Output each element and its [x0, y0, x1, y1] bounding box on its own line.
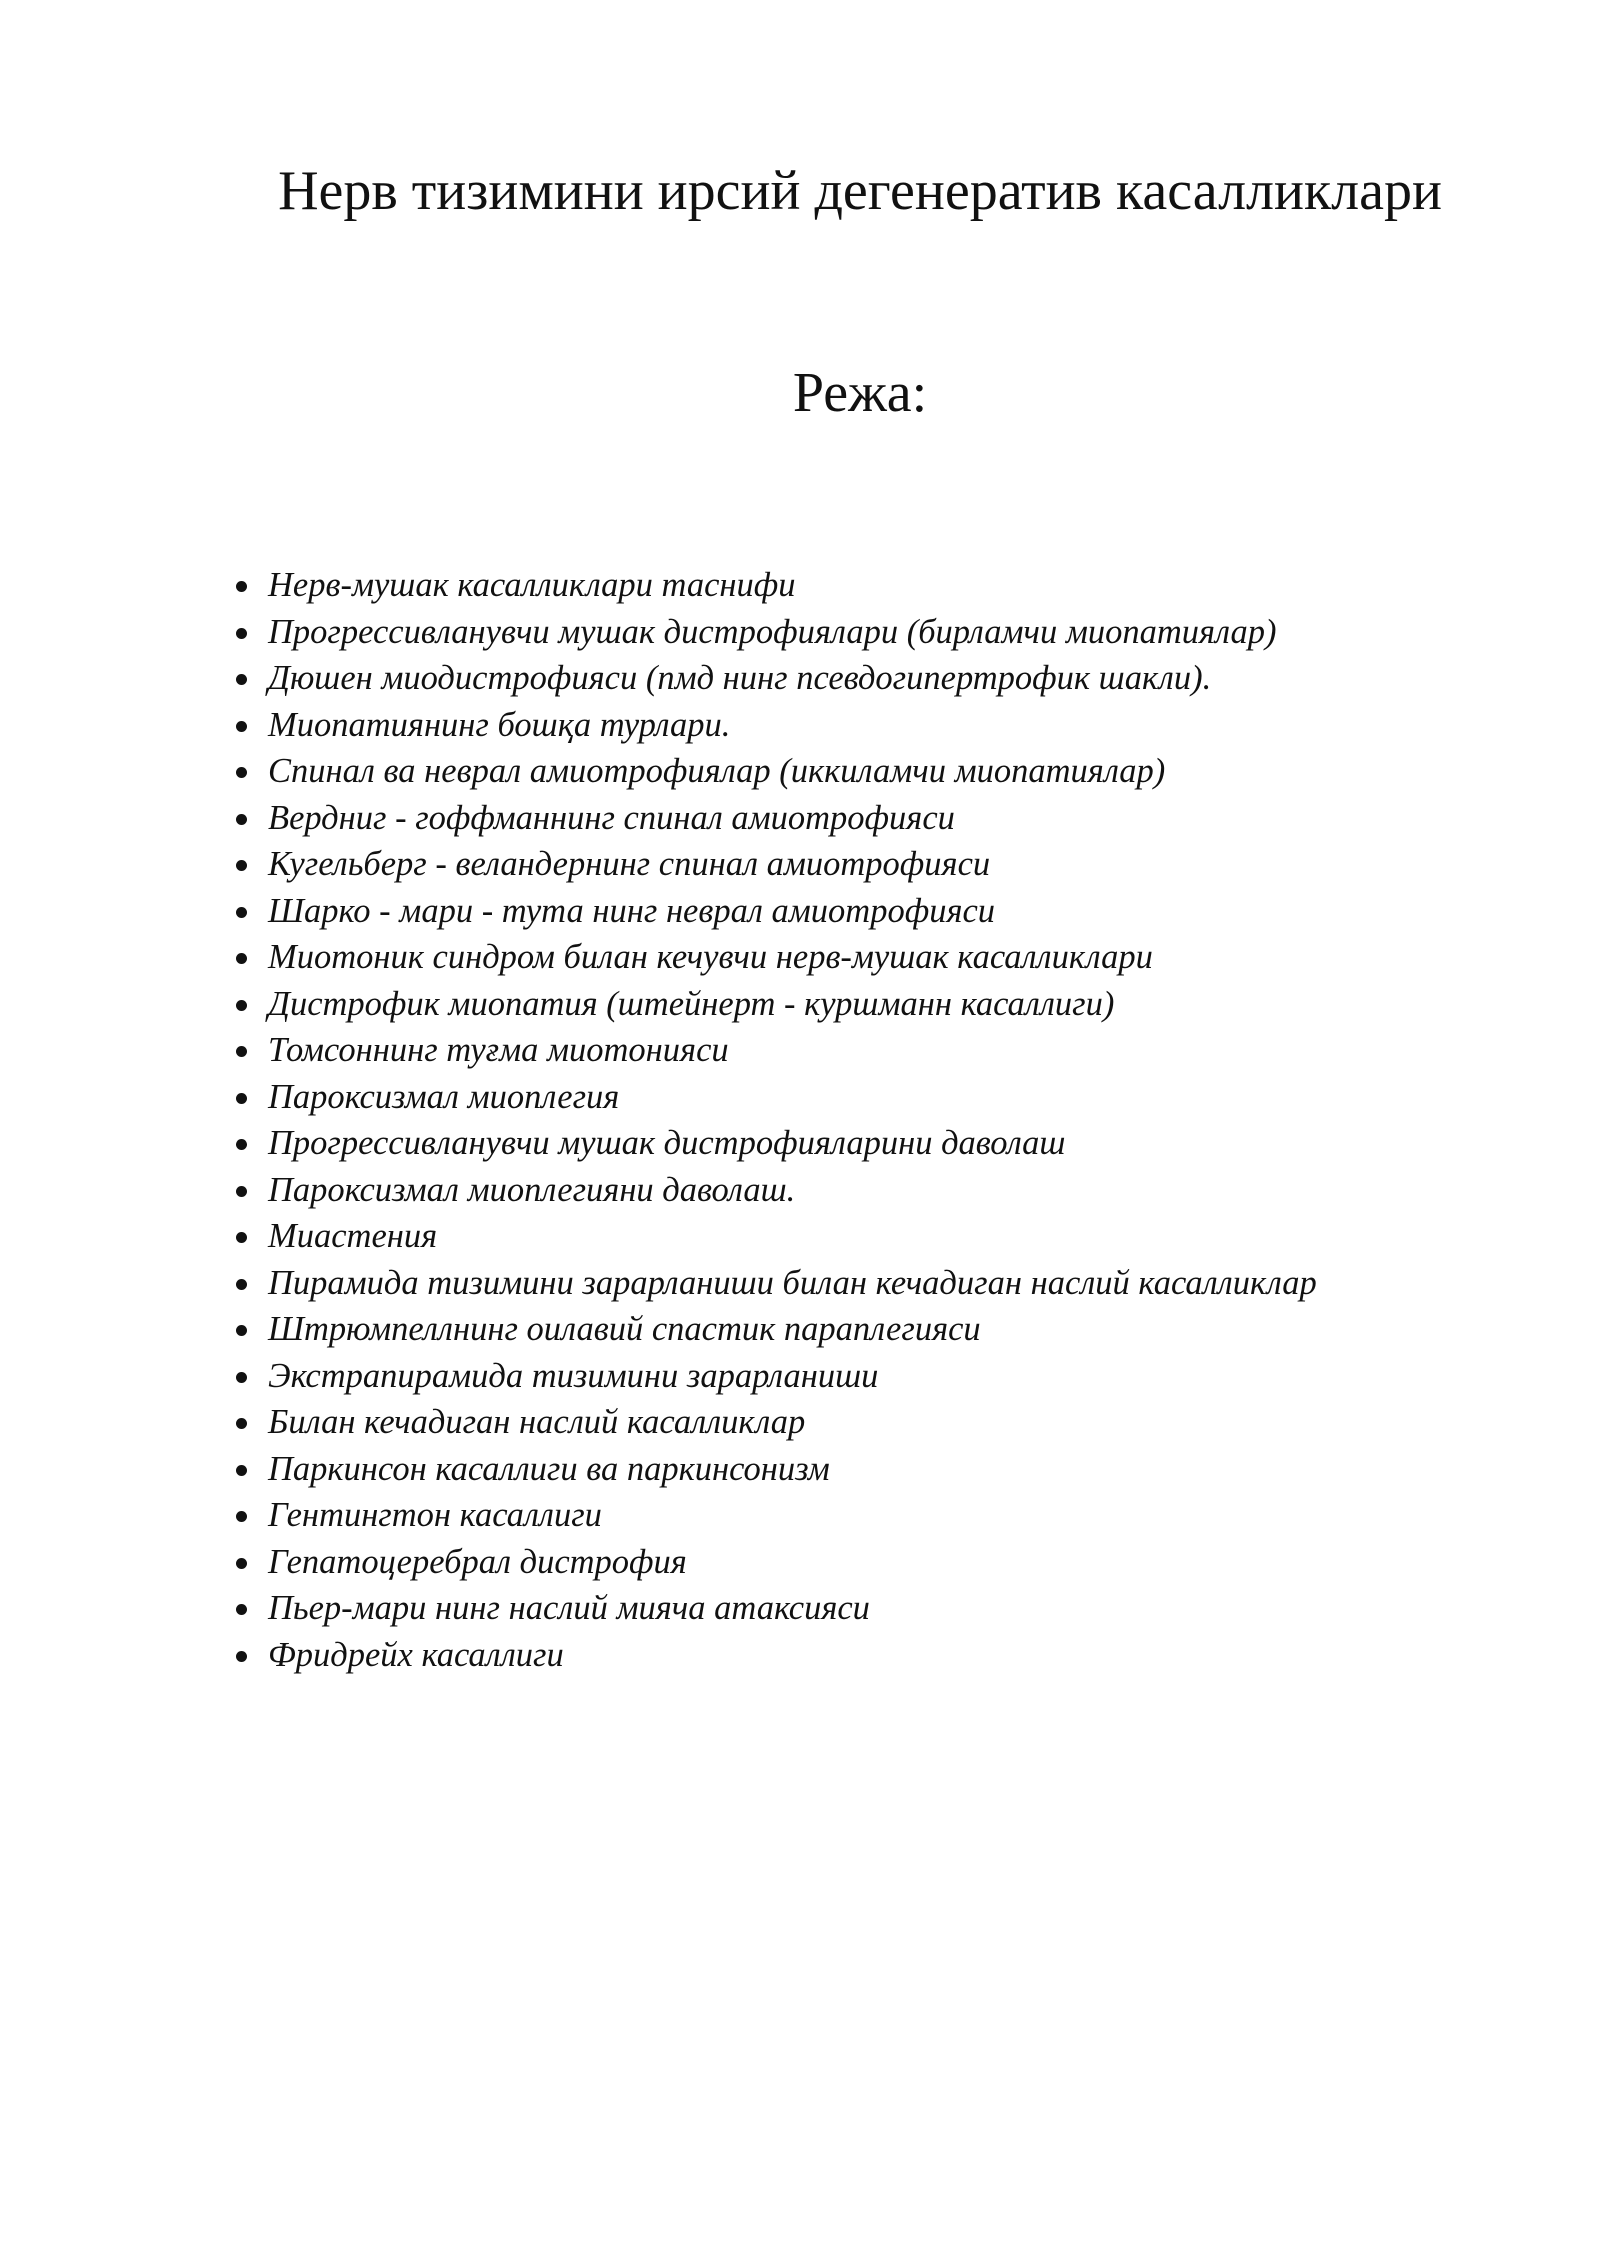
bullet-icon	[236, 860, 247, 871]
list-item	[228, 609, 1468, 656]
list-item-text: Миастения	[268, 1217, 438, 1255]
list-item-text: Гепатоцеребрал дистрофия	[268, 1542, 687, 1581]
list-item	[228, 1213, 1468, 1260]
list-item-text: Прогрессивланувчи мушак дистрофиялари (бирламчи миопатиялар)	[268, 612, 1277, 651]
list-item-text: Прогрессивланувчи мушак дистрофияларини даволаш	[268, 1124, 1066, 1162]
list-item-text: Дюшен миодистрофияси (пмд нинг псевдогипертрофик шакли).	[268, 659, 1212, 697]
list-item-text: Миопатиянинг бошқа турлари.	[268, 705, 731, 744]
bullet-icon	[236, 1372, 247, 1383]
list-item-text: Гентингтон касаллиги	[268, 1496, 602, 1534]
list-item	[228, 1539, 1468, 1586]
bullet-icon	[236, 1000, 247, 1011]
list-item	[228, 1585, 1468, 1632]
bullet-icon	[236, 1279, 247, 1290]
list-item-text: Паркинсон касаллиги ва паркинсонизм	[268, 1449, 830, 1488]
list-item-text: Пирамида тизимини зарарланиши билан кечадиган наслий касалликлар	[268, 1263, 1317, 1302]
list-item	[228, 1027, 1468, 1074]
bullet-icon	[236, 581, 247, 592]
list-item	[228, 1353, 1468, 1400]
bullet-icon	[236, 907, 247, 918]
list-item	[228, 981, 1468, 1028]
list-item-text: Спинал ва неврал амиотрофиялар (иккиламчи миопатиялар)	[268, 752, 1166, 790]
bullet-icon	[236, 767, 247, 778]
list-item-text: Томсоннинг туғма миотонияси	[268, 1031, 729, 1069]
bullet-icon	[236, 1604, 247, 1615]
list-item	[228, 934, 1468, 981]
list-item-text: Нерв-мушак касалликлари таснифи	[268, 566, 796, 604]
list-item-text: Пароксизмал миоплегияни даволаш.	[268, 1170, 796, 1209]
list-item	[228, 748, 1468, 795]
bullet-icon	[236, 1325, 247, 1336]
list-item	[228, 1120, 1468, 1167]
list-item-text: Миотоник синдром билан кечувчи нерв-мушак касалликлари	[268, 938, 1153, 976]
list-item-text: Билан кечадиган наслий касалликлар	[268, 1403, 806, 1441]
list-item	[228, 795, 1468, 842]
topic-list	[228, 562, 1468, 1678]
list-item	[228, 1260, 1468, 1307]
bullet-icon	[236, 1558, 247, 1569]
list-item	[228, 1492, 1468, 1539]
bullet-icon	[236, 1465, 247, 1476]
list-item	[228, 1632, 1468, 1679]
bullet-icon	[236, 628, 247, 639]
list-item	[228, 1167, 1468, 1214]
list-item-text: Фридрейх касаллиги	[268, 1635, 564, 1674]
bullet-icon	[236, 1186, 247, 1197]
document-title: Нерв тизимини ирсий дегенератив касалликлари	[278, 160, 1442, 222]
bullet-icon	[236, 953, 247, 964]
bullet-icon	[236, 1232, 247, 1243]
list-item-text: Штрюмпеллнинг оилавий спастик параплегияси	[268, 1310, 981, 1348]
list-item-text: Экстрапирамида тизимини зарарланиши	[268, 1356, 879, 1395]
bullet-icon	[236, 814, 247, 825]
list-item-text: Дистрофик миопатия (штейнерт - куршманн касаллиги)	[268, 984, 1115, 1023]
list-item	[228, 702, 1468, 749]
list-item-text: Шарко - мари - тута нинг неврал амиотрофияси	[268, 891, 996, 930]
list-item	[228, 562, 1468, 609]
bullet-icon	[236, 1046, 247, 1057]
bullet-icon	[236, 674, 247, 685]
bullet-icon	[236, 1418, 247, 1429]
bullet-icon	[236, 1651, 247, 1662]
list-item-text: Пьер-мари нинг наслий мияча атаксияси	[268, 1589, 870, 1627]
list-item-text: Кугельберг - веландернинг спинал амиотрофияси	[268, 845, 991, 883]
bullet-icon	[236, 1511, 247, 1522]
list-item	[228, 655, 1468, 702]
list-item	[228, 1446, 1468, 1493]
list-item	[228, 1074, 1468, 1121]
list-item-text: Вердниг - гоффманнинг спинал амиотрофияси	[268, 798, 955, 837]
bullet-icon	[236, 721, 247, 732]
bullet-icon	[236, 1139, 247, 1150]
list-item-text: Пароксизмал миоплегия	[268, 1077, 620, 1116]
list-item	[228, 888, 1468, 935]
list-item	[228, 841, 1468, 888]
plan-heading: Режа:	[792, 362, 928, 424]
list-item	[228, 1399, 1468, 1446]
list-item	[228, 1306, 1468, 1353]
bullet-icon	[236, 1093, 247, 1104]
